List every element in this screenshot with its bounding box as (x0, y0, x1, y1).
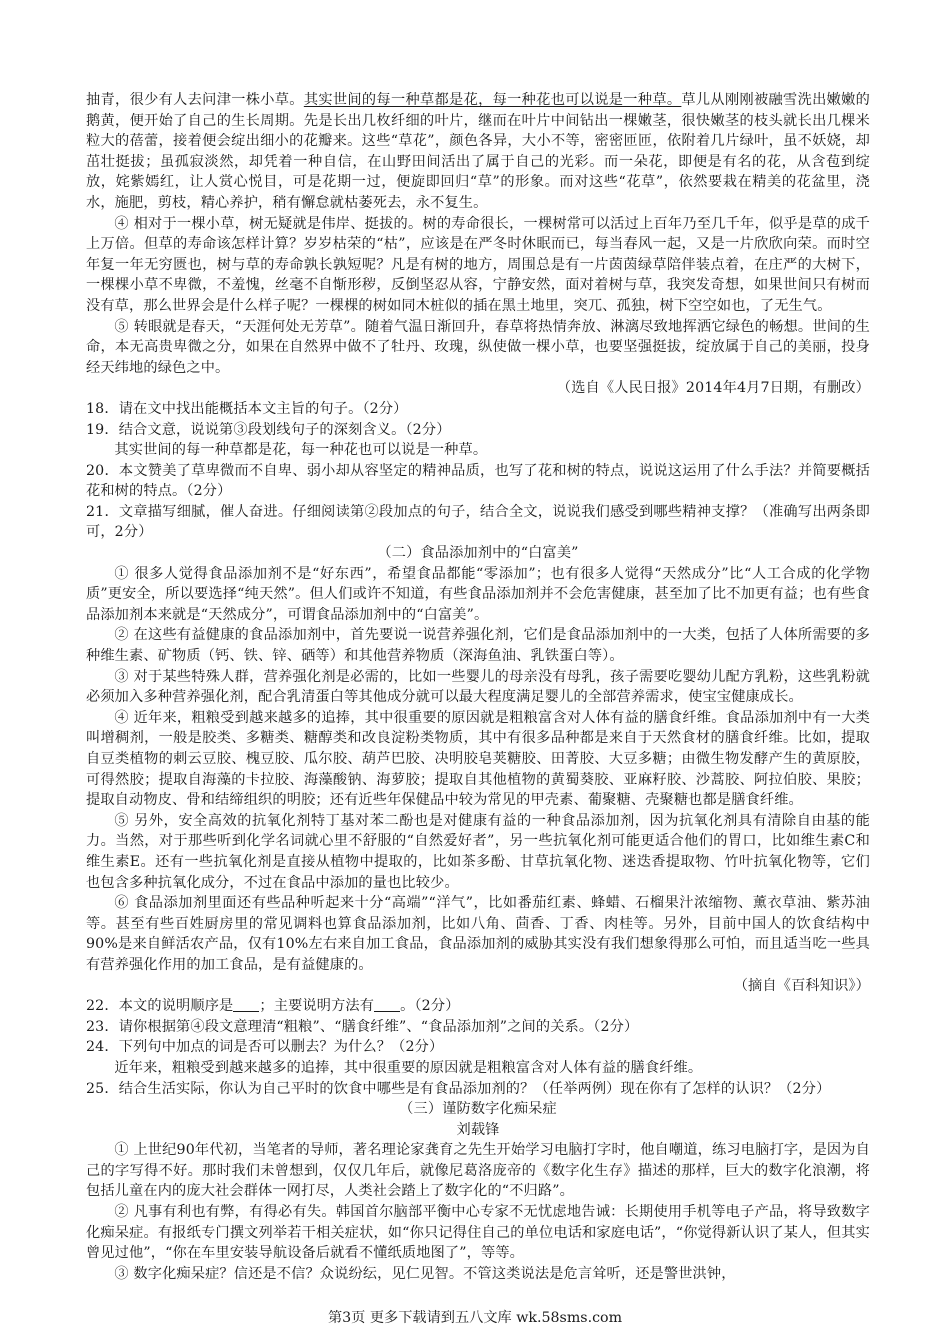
question-24: 24．下列句中加点的词是否可以删去？为什么？（2分） (86, 1039, 444, 1056)
passage1-para3-continued (86, 90, 870, 214)
passage1-para5: ⑤ 转眼就是春天，“天涯何处无芳草”。随着气温日渐回升，春草将热情奔放、淋漓尽致地挥洒它绿色的畅想。世间的生命，本无高贵卑微之分，如果在自然界中做不了牡丹、玫瑰，纵使做一棵小草，也要坚强挺拔，绽放属于自己的美丽，投身经天纬地的绿色之中。 (86, 318, 870, 376)
question-19-quote: 其实世间的每一种草都是花，每一种花也可以说是一种草。 (114, 442, 488, 459)
answer-blank (374, 997, 400, 1012)
q22-text-a: 22．本文的说明顺序是 (86, 998, 234, 1015)
passage3-author: 刘载锋 (456, 1121, 500, 1138)
passage3-para3: ③ 数字化痴呆症？信还是不信？众说纷纭，见仁见智。不管这类说法是危言耸听，还是警世洪钟， (114, 1265, 736, 1282)
passage2-para6: ⑥ 食品添加剂里面还有些品种听起来十分“高端”“洋气”，比如番茄红素、蜂蜡、石榴果汁浓缩物、薰衣草油、紫苏油等。甚至有些百姓厨房里的常见调料也算食品添加剂，比如八角、茴香、丁香、肉桂等。另外，目前中国人的饮食结构中90%是来自鲜活农产品，仅有10%左右来自加工食品，食品添加剂的威胁其实没有我们想象得那么可怕，而且适当吃一些具有营养强化作用的加工食品，是有益健康的。 (86, 895, 870, 973)
passage2-para2: ② 在这些有益健康的食品添加剂中，首先要说一说营养强化剂，它们是食品添加剂中的一大类，包括了人体所需要的多种维生素、矿物质（钙、铁、锌、硒等）和其他营养物质（深海鱼油、乳铁蛋白等）。 (86, 627, 870, 665)
question-20: 20．本文赞美了草卑微而不自卑、弱小却从容坚定的精神品质，也写了花和树的特点，说说这运用了什么手法？并简要概括花和树的特点。（2分） (86, 462, 870, 500)
passage2-source: （摘自《百科知识》） (733, 977, 870, 994)
passage2-para3: ③ 对于某些特殊人群，营养强化剂是必需的，比如一些婴儿的母亲没有母乳，孩子需要吃婴幼儿配方乳粉，这些乳粉就必须加入多种营养强化剂，配合乳清蛋白等其他成分就可以最大程度满足婴儿的全部营养需求，使宝宝健康成长。 (86, 668, 870, 706)
question-18: 18．请在文中找出能概括本文主旨的句子。（2分） (86, 400, 408, 417)
question-21: 21．文章描写细腻，催人奋进。仔细阅读第②段加点的句子，结合全文，说说我们感受到哪些精神支撑？（准确写出两条即可，2分） (86, 503, 870, 541)
passage2-para1: ① 很多人觉得食品添加剂不是“好东西”，希望食品都能“零添加”；也有很多人觉得“天然成分”比“人工合成的化学物质”更安全，所以要选择“纯天然”。但人们或许不知道，有些食品添加剂并不会危害健康，甚至加了比不加更有益；也有些食品添加剂本来就是“天然成分”，可谓食品添加剂中的“白富美”。 (86, 565, 870, 623)
question-22 (86, 996, 870, 1017)
question-19: 19．结合文意，说说第③段划线句子的深刻含义。（2分） (86, 421, 451, 438)
q22-text-b: ；主要说明方法有 (259, 998, 375, 1015)
answer-blank (233, 997, 259, 1012)
passage1-para4: ④ 相对于一棵小草，树无疑就是伟岸、挺拔的。树的寿命很长，一棵树常可以活过上百年乃至几千年，似乎是草的成千上万倍。但草的寿命该怎样计算？岁岁枯荣的“枯”，应该是在严冬时休眠而已，每当春风一起，又是一片欣欣向荣。而时空年复一年无穷匮也，树与草的寿命孰长孰短呢？凡是有树的地方，周围总是有一片茵茵绿草陪伴装点着，在庄严的大树下，一棵棵小草不卑微，不羞愧，丝毫不自惭形秽，反倒坚忍从容，宁静安然，面对着树与草，我突发奇想，如果世间只有树而没有草，那么世界会是什么样子呢？一棵棵的树如同木桩似的插在黑土地里，突兀、孤独，树下空空如也，了无生气。 (86, 215, 870, 314)
underlined-sentence: 其实世间的每一种草都是花，每一种花也可以说是一种草。 (303, 92, 682, 108)
para3-text-b: 草儿从刚刚被融雪洗出嫩嫩的鹅黄，便开始了自己的生长周期。先是长出几枚纤细的叶片，继而在叶片中间钻出一棵嫩茎，很快嫩茎的枝头就长出几棵米粒大的蓓蕾，接着便会绽出细小的花瓣来。这些“草花”，颜色各异，大小不等，密密匝匝，依附着几片绿叶，虽不妖娆，却茁壮挺拔；虽孤寂淡然，却凭着一种自信，在山野田间活出了属于自己的光彩。而一朵花，即便是有名的花，从含苞到绽放，姹紫嫣红，让人赏心悦目，可是花期一过，便旋即回归“草”的形象。而对这些“花草”，依然要栽在精美的花盆里，浇水，施肥，剪枝，精心养护，稍有懈怠就枯萎死去，永不复生。 (86, 92, 870, 211)
para3-text-a: 抽青，很少有人去问津一株小草。 (86, 92, 304, 108)
passage1-source: （选自《人民日报》2014年4月7日期，有删改） (556, 380, 870, 397)
passage3-para1: ① 上世纪90年代初，当笔者的导师，著名理论家龚育之先生开始学习电脑打字时，他自嘲道，练习电脑打字，是因为自己的字写得不好。那时我们未曾想到，仅仅几年后，就像尼葛洛庞帝的《数字化生存》描述的那样，巨大的数字化浪潮，将包括儿童在内的庞大社会群体一网打尽，人类社会踏上了数字化的“不归路”。 (86, 1142, 870, 1200)
question-23: 23．请你根据第④段文意理清“粗粮”、“膳食纤维”、“食品添加剂”之间的关系。（2分） (86, 1018, 639, 1035)
passage3-para2: ② 凡事有利也有弊，有得必有失。韩国首尔脑部平衡中心专家不无忧虑地告诫：长期使用手机等电子产品，将导致数字化痴呆症。有报纸专门撰文列举若干相关症状，如“你只记得住自己的单位电话和家庭电话”，“你觉得新认识了某人，但其实曾见过他”，“你在车里安装导航设备后就看不懂纸质地图了”，等等。 (86, 1204, 870, 1262)
exam-page (86, 90, 870, 1284)
q22-text-c: 。（2分） (400, 998, 460, 1015)
page-footer: 第3页 更多下载请到五八文库 wk.58sms.com (327, 1310, 623, 1326)
passage3-title: （三）谨防数字化痴呆症 (399, 1101, 557, 1118)
question-24-quote: 近年来，粗粮受到越来越多的追捧，其中很重要的原因就是粗粮富含对人体有益的膳食纤维。 (114, 1059, 703, 1076)
passage2-title: （二）食品添加剂中的“白富美” (377, 545, 579, 562)
passage2-para5: ⑤ 另外，安全高效的抗氧化剂特丁基对苯二酚也是对健康有益的一种食品添加剂，因为抗氧化剂具有清除自由基的能力。当然，对于那些听到化学名词就心里不舒服的“自然爱好者”，另一些抗氧化剂可能更适合他们的胃口，比如维生素C和维生素E。还有一些抗氧化剂是直接从植物中提取的，比如茶多酚、甘草抗氧化物、迷迭香提取物、竹叶抗氧化物等，它们也包含多种抗氧化成分，不过在食品中添加的量也比较少。 (86, 812, 870, 891)
question-25: 25．结合生活实际，你认为自己平时的饮食中哪些是有食品添加剂的？（任举两例）现在你有了怎样的认识？（2分） (86, 1080, 831, 1097)
passage2-para4: ④ 近年来，粗粮受到越来越多的追捧，其中很重要的原因就是粗粮富含对人体有益的膳食纤维。食品添加剂中有一大类叫增稠剂，一般是胶类、多糖类、糖醇类和改良淀粉类物质，其中有很多品种都是来自于天然食材的膳食纤维。比如，提取自豆类植物的刺云豆胶、槐豆胶、瓜尔胶、葫芦巴胶、决明胶皂荚糖胶、田菁胶、大豆多糖；由微生物发酵产生的黄原胶，可得然胶；提取自海藻的卡拉胶、海藻酸钠、海萝胶；提取自其他植物的黄蜀葵胶、亚麻籽胶、沙蒿胶、阿拉伯胶、果胶；提取自动物皮、骨和结缔组织的明胶；还有近些年保健品中较为常见的甲壳素、葡聚糖、壳聚糖也都是膳食纤维。 (86, 709, 870, 809)
